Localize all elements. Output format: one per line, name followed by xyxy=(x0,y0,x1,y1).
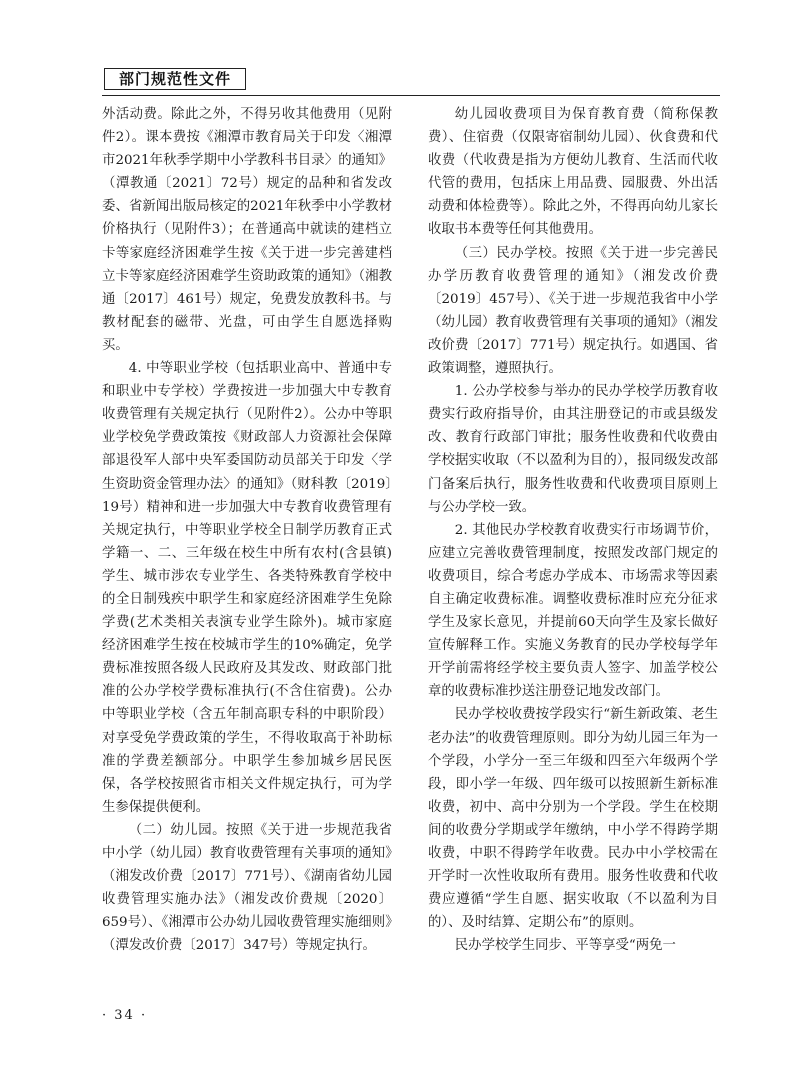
left-column xyxy=(102,103,392,957)
right-column xyxy=(428,103,718,957)
section-header-box xyxy=(104,68,246,90)
right-paragraph-6: 民办学校学生同步、平等享受“两免一 xyxy=(454,938,676,954)
section-title: 部门规范性文件 xyxy=(118,70,231,88)
right-paragraph-2: （三）民办学校。按照《关于进一步完善民办学历教育收费管理的通知》（湘发改价费〔2019〕457号）、《关于进一步规范我省中小学（幼儿园）教育收费管理有关事项的通知》（湘发改价费〔2017〕771号）规定执行。如遇国、省政策调整，遵照执行。 xyxy=(428,245,718,377)
right-paragraph-4: 2. 其他民办学校教育收费实行市场调节价，应建立完善收费管理制度，按照发改部门规定的收费项目，综合考虑办学成本、市场需求等因素自主确定收费标准。调整收费标准时应充分征求学生及家长意见，并提前60天向学生及家长做好宣传解释工作。实施义务教育的民办学校每学年开学前需将经学校主要负责人签字、加盖学校公章的收费标准抄送注册登记地发改部门。 xyxy=(428,522,718,700)
left-paragraph-1: 外活动费。除此之外，不得另收其他费用（见附件2）。课本费按《湘潭市教育局关于印发〈湘潭市2021年秋季学期中小学教科书目录〉的通知》（潭教通〔2021〕72号）规定的品种和省发改委、省新闻出版局核定的2021年秋季中小学教材价格执行（见附件3）；在普通高中就读的建档立卡等家庭经济困难学生按《关于进一步完善建档立卡等家庭经济困难学生资助政策的通知》（湘教通〔2017〕461号）规定，免费发放教科书。与教材配套的磁带、光盘，可由学生自愿选择购买。 xyxy=(102,107,392,353)
left-paragraph-2: 4. 中等职业学校（包括职业高中、普通中专和职业中专学校）学费按进一步加强大中专教育收费管理有关规定执行（见附件2）。公办中等职业学校免学费政策按《财政部人力资源社会保障部退役军人部中央军委国防动员部关于印发〈学生资助资金管理办法〉的通知》（财科教〔2019〕19号）精神和进一步加强大中专教育收费管理有关规定执行，中等职业学校全日制学历教育正式学籍一、二、三年级在校生中所有农村(含县镇)学生、城市涉农专业学生、各类特殊教育学校中的全日制残疾中职学生和家庭经济困难学生免除学费(艺术类相关表演专业学生除外)。城市家庭经济困难学生按在校城市学生的10%确定，免学费标准按照各级人民政府及其发改、财政部门批准的公办学校学费标准执行(不含住宿费)。公办中等职业学校（含五年制高职专科的中职阶段）对享受免学费政策的学生，不得收取高于补助标准的学费差额部分。中职学生参加城乡居民医保，各学校按照省市相关文件规定执行，可为学生参保提供便利。 xyxy=(102,361,392,815)
right-paragraph-5: 民办学校收费按学段实行“新生新政策、老生老办法”的收费管理原则。即分为幼儿园三年为一个学段，小学分一至三年级和四至六年级两个学段，即小学一年级、四年级可以按照新生新标准收费，初中、高中分别为一个学段。学生在校期间的收费分学期或学年缴纳，中小学不得跨学期收费，中职不得跨学年收费。民办中小学校需在开学时一次性收取所有费用。服务性收费和代收费应遵循“学生自愿、据实收取（不以盈利为目的）、及时结算、定期公布”的原则。 xyxy=(428,707,718,931)
right-paragraph-1: 幼儿园收费项目为保育教育费（简称保教费）、住宿费（仅限寄宿制幼儿园）、伙食费和代收费（代收费是指为方便幼儿教育、生活而代收代管的费用，包括床上用品费、园服费、外出活动费和体检费等）。除此之外，不得再向幼儿家长收取书本费等任何其他费用。 xyxy=(428,107,718,238)
page-number: · 34 · xyxy=(102,1008,148,1023)
right-paragraph-3: 1. 公办学校参与举办的民办学校学历教育收费实行政府指导价，由其注册登记的市或县级发改、教育行政部门审批；服务性收费和代收费由学校据实收取（不以盈利为目的），报同级发改部门备案后执行，服务性收费和代收费项目原则上与公办学校一致。 xyxy=(428,384,718,515)
left-paragraph-3: （二）幼儿园。按照《关于进一步规范我省中小学（幼儿园）教育收费管理有关事项的通知》（湘发改价费〔2017〕771号）、《湖南省幼儿园收费管理实施办法》（湘发改价费规〔2020〕659号）、《湘潭市公办幼儿园收费管理实施细则》（潭发改价费〔2017〕347号）等规定执行。 xyxy=(102,822,392,954)
header-divider xyxy=(102,95,720,96)
